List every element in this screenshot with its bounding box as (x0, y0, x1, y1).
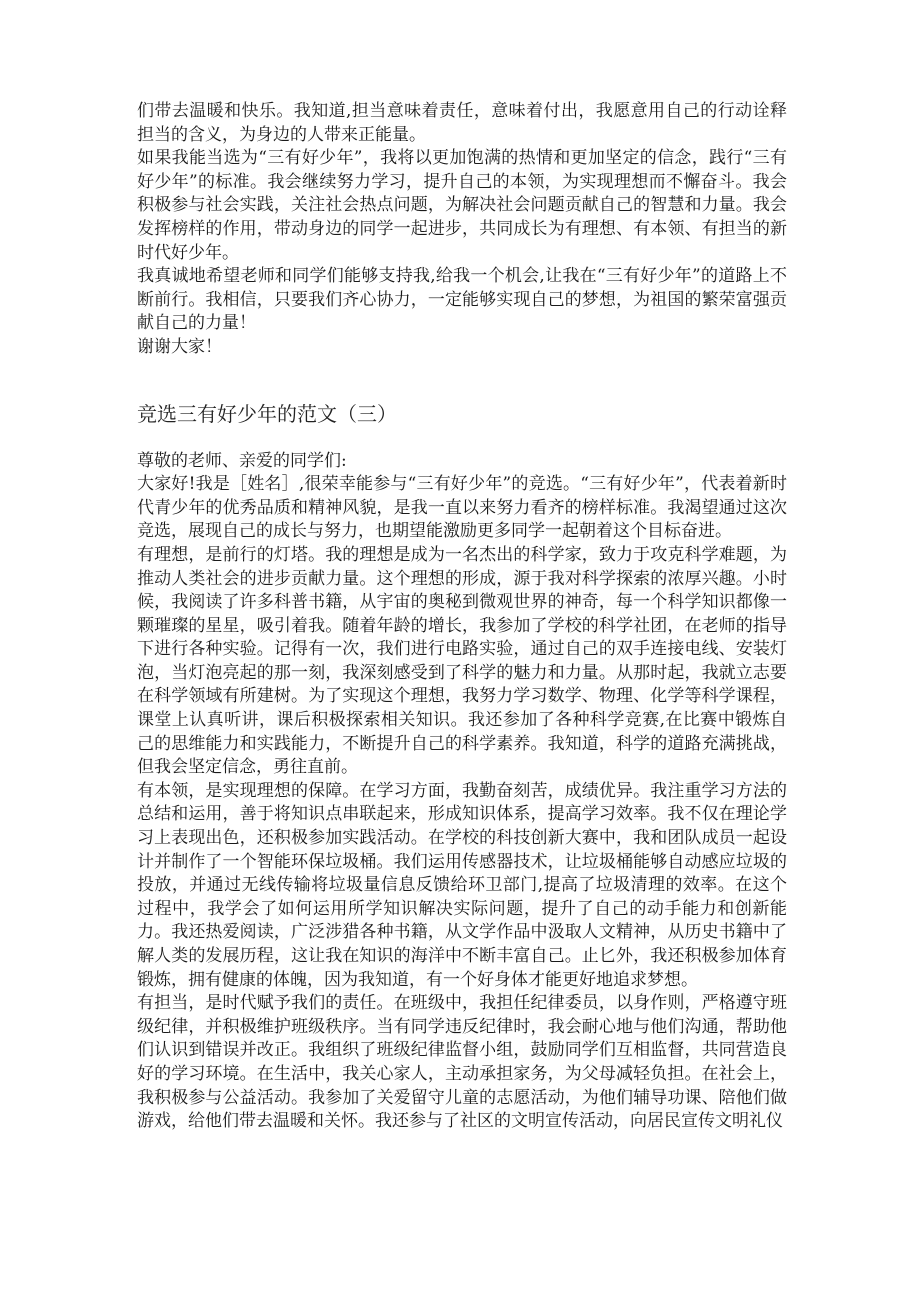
section-spacer (137, 428, 787, 450)
paragraph-ideal: 有理想，是前行的灯塔。我的理想是成为一名杰出的科学家，致力于攻克科学难题，为推动人类社会的进步贡献力量。这个理想的形成，源于我对科学探索的浓厚兴趣。小时候，我阅读了许多科普书籍，从宇宙的奥秘到微观世界的神奇，每一个科学知识都像一颗璀璨的星星，吸引着我。随着年龄的增长，我参加了学校的科学社团，在老师的指导下进行各种实验。记得有一次，我们进行电路实验，通过自己的双手连接电线、安装灯泡，当灯泡亮起的那一刻，我深刻感受到了科学的魅力和力量。从那时起，我就立志要在科学领域有所建树。为了实现这个理想，我努力学习数学、物理、化学等科学课程，课堂上认真听讲，课后积极探索相关知识。我还参加了各种科学竞赛,在比赛中锻炼自己的思维能力和实践能力，不断提升自己的科学素养。我知道，科学的道路充满挑战，但我会坚定信念，勇往直前。 (137, 544, 787, 778)
paragraph-thanks: 谢谢大家！ (137, 336, 222, 357)
paragraph-continuation: 们带去温暖和快乐。我知道,担当意味着责任，意味着付出，我愿意用自己的行动诠释担当的含义，为身边的人带来正能量。 (137, 101, 787, 145)
paragraph-ability: 有本领，是实现理想的保障。在学习方面，我勤奋刻苦，成绩优异。我注重学习方法的总结和运用，善于将知识点串联起来，形成知识体系，提高学习效率。我不仅在理论学习上表现出色，还积极参加实践活动。在学校的科技创新大赛中，我和团队成员一起设计并制作了一个智能环保垃圾桶。我们运用传感器技术，让垃圾桶能够自动感应垃圾的投放，并通过无线传输将垃圾量信息反馈给环卫部门,提高了垃圾清理的效率。在这个过程中，我学会了如何运用所学知识解决实际问题，提升了自己的动手能力和创新能力。我还热爱阅读，广泛涉猎各种书籍，从文学作品中汲取人文精神，从历史书籍中了解人类的发展历程，这让我在知识的海洋中不断丰富自己。止匕外，我还积极参加体育锻炼，拥有健康的体魄，因为我知道，有一个好身体才能更好地追求梦想。 (137, 780, 787, 990)
section-title: 竞选三有好少年的范文（三） (137, 401, 397, 426)
paragraph-greeting: 尊敬的老师、亲爱的同学们: (137, 450, 347, 471)
paragraph-intro: 大家好!我是［姓名］,很荣幸能参与“三有好少年”的竞选。“三有好少年”，代表着新时代青少年的优秀品质和精神风貌，是我一直以来努力看齐的榜样标准。我渴望通过这次竞选，展现自己的成长与努力，也期望能激励更多同学一起朝着这个目标奋进。 (137, 474, 787, 542)
paragraph-hope: 我真诚地希望老师和同学们能够支持我,给我一个机会,让我在“三有好少年”的道路上不断前行。我相信，只要我们齐心协力，一定能够实现自己的梦想，为祖国的繁荣富强贡献自己的力量！ (137, 266, 787, 334)
paragraph-responsibility: 有担当，是时代赋予我们的责任。在班级中，我担任纪律委员，以身作则，严格遵守班级纪律，并积极维护班级秩序。当有同学违反纪律时，我会耐心地与他们沟通，帮助他们认识到错误并改正。我组织了班级纪律监督小组，鼓励同学们互相监督，共同营造良好的学习环境。在生活中，我关心家人，主动承担家务，为父母减轻负担。在社会上，我积极参与公益活动。我参加了关爱留守儿童的志愿活动，为他们辅导功课、陪他们做游戏，给他们带去温暖和关怀。我还参与了社区的文明宣传活动，向居民宣传文明礼仪 (137, 993, 787, 1132)
document-page (137, 100, 787, 1134)
paragraph-commitment: 如果我能当选为“三有好少年”，我将以更加饱满的热情和更加坚定的信念，践行“三有好少年”的标准。我会继续努力学习，提升自己的本领，为实现理想而不懈奋斗。我会积极参与社会实践，关注社会热点问题，为解决社会问题贡献自己的智慧和力量。我会发挥榜样的作用，带动身边的同学一起进步，共同成长为有理想、有本领、有担当的新时代好少年。 (137, 148, 787, 263)
